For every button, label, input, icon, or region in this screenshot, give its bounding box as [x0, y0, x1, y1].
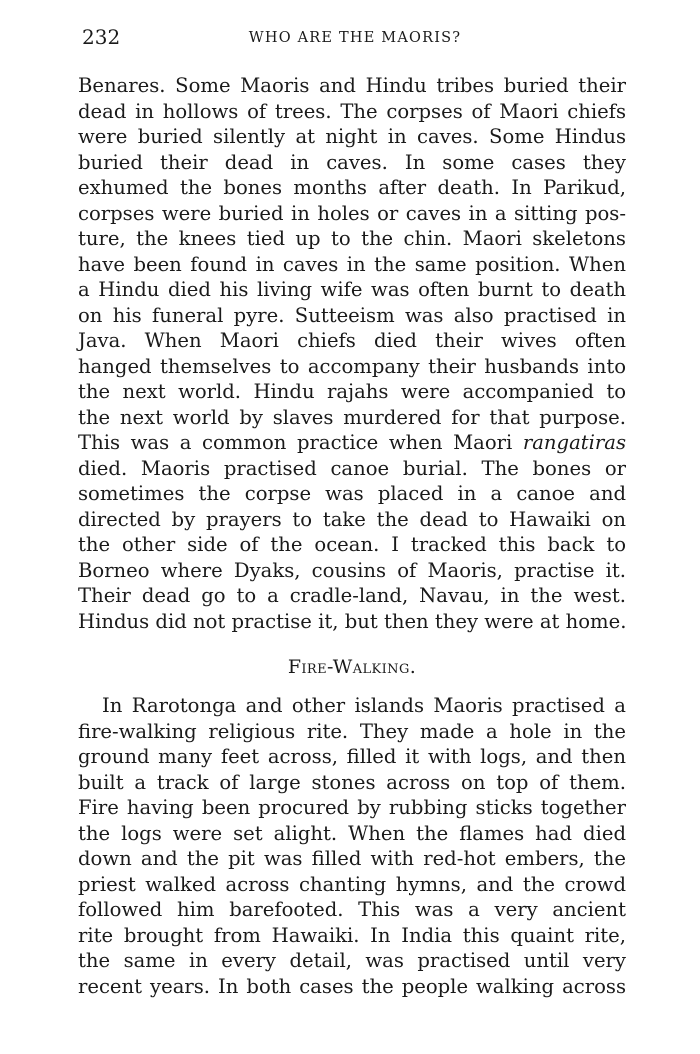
text-line: ground many feet across, filled it with logs, and then: [78, 745, 626, 768]
text-line: In Rarotonga and other islands Maoris practised a: [102, 694, 626, 717]
text-line: built a track of large stones across on top of them.: [78, 770, 626, 794]
text-line: followed him barefooted. This was a very ancient: [78, 898, 626, 921]
running-title: WHO ARE THE MAORIS?: [248, 30, 462, 46]
text-line: the other side of the ocean. I tracked this back to: [78, 533, 626, 556]
paragraph-fire-walking: [78, 693, 626, 999]
text-line: buried their dead in caves. In some cases they: [78, 150, 626, 174]
text-line: have been found in caves in the same position. When: [78, 252, 626, 276]
italic-term: rangatiras: [522, 431, 626, 454]
text-line: the same in every detail, was practised until very: [78, 949, 626, 972]
text-line: sometimes the corpse was placed in a canoe and: [78, 482, 626, 505]
text-line: rite brought from Hawaiki. In India this quaint rite,: [78, 923, 626, 947]
text-line: a Hindu died his living wife was often burnt to death: [78, 278, 626, 301]
text-line: Borneo where Dyaks, cousins of Maoris, practise it.: [78, 558, 626, 582]
page-number: 232: [82, 25, 121, 49]
text-line: Java. When Maori chiefs died their wives often: [78, 329, 626, 352]
text-line: hanged themselves to accompany their husbands into: [78, 354, 626, 378]
text-line: dead in hollows of trees. The corpses of Maori chiefs: [78, 99, 626, 123]
text-line: fire-walking religious rite. They made a hole in the: [78, 719, 626, 743]
text-line: directed by prayers to take the dead to Hawaiki on: [78, 507, 626, 531]
text-line: Hindus did not practise it, but then they were at home.: [78, 609, 627, 633]
text-line: were buried silently at night in caves. Some Hindus: [78, 125, 626, 148]
text-line: ture, the knees tied up to the chin. Maori skeletons: [78, 227, 626, 250]
paragraph-burial-customs: [78, 73, 626, 634]
text-line: Their dead go to a cradle-land, Navau, in the west.: [78, 584, 626, 607]
text-line: down and the pit was filled with red-hot embers, the: [78, 847, 626, 870]
text-line: corpses were buried in holes or caves in a sitting pos-: [78, 201, 626, 225]
text-line: the next world. Hindu rajahs were accompanied to: [78, 380, 626, 403]
page-header: [82, 25, 628, 51]
text-line: recent years. In both cases the people walking across: [78, 974, 626, 998]
text-line: Fire having been procured by rubbing sticks together: [78, 796, 626, 819]
text-line: priest walked across chanting hymns, and the crowd: [78, 872, 626, 896]
text-line: Benares. Some Maoris and Hindu tribes buried their: [78, 74, 626, 97]
text-line: the next world by slaves murdered for that purpose.: [78, 405, 626, 429]
section-heading: Fire-Walking.: [287, 656, 417, 678]
text-line: This was a common practice when Maori rangatiras: [78, 431, 626, 454]
text-line: exhumed the bones months after death. In Parikud,: [78, 176, 626, 199]
text-line: on his funeral pyre. Sutteeism was also practised in: [78, 303, 626, 327]
text-line: the logs were set alight. When the flames had died: [78, 821, 626, 845]
text-line: died. Maoris practised canoe burial. The bones or: [78, 456, 626, 480]
